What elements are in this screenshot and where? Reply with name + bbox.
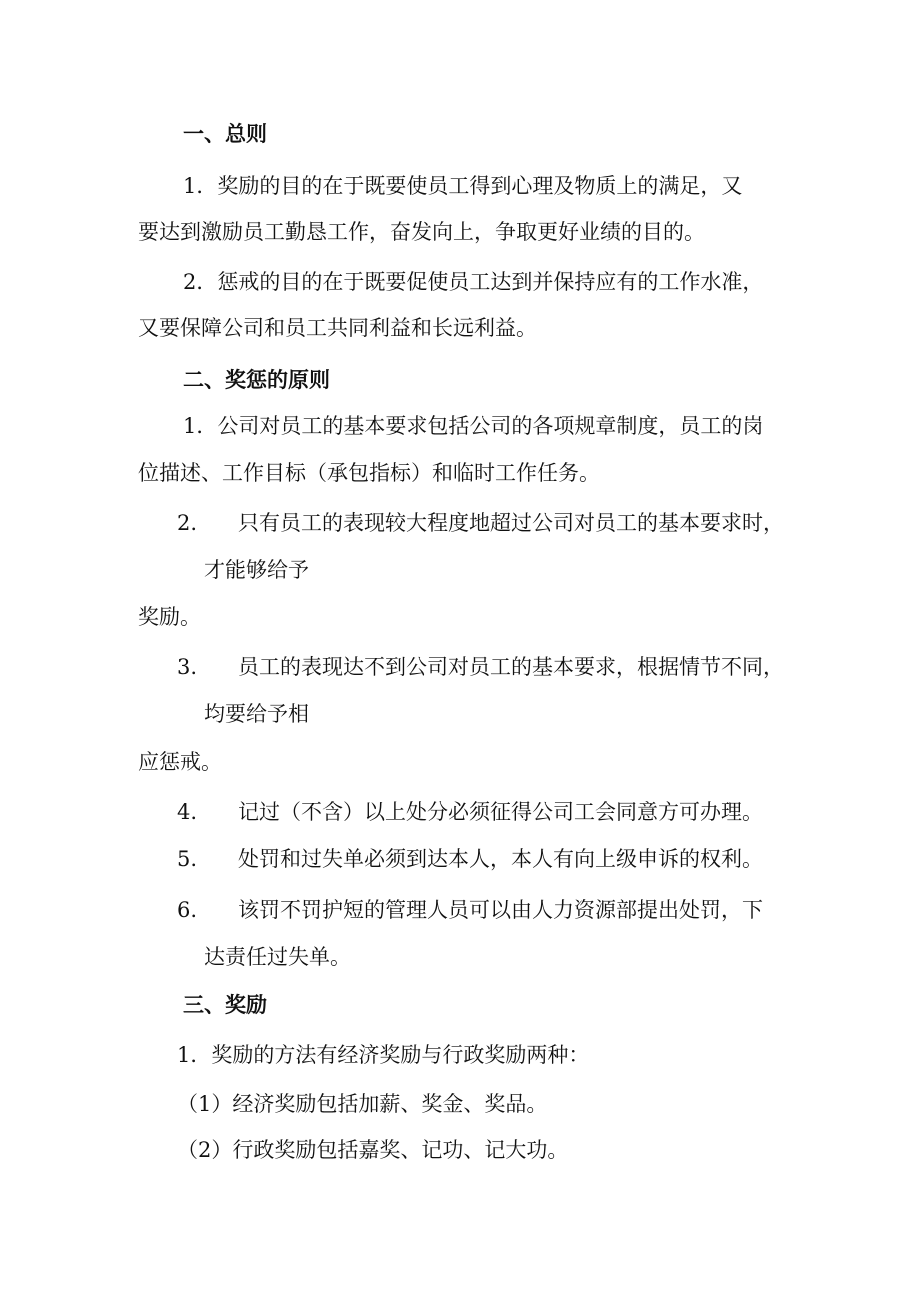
- paragraph-line: 只有员工的表现较大程度地超过公司对员工的基本要求时，: [238, 511, 784, 535]
- list-number: 5.: [177, 847, 198, 871]
- paragraph-line: 处罚和过失单必须到达本人，本人有向上级申诉的权利。: [238, 847, 763, 871]
- paragraph-line: 才能够给予: [204, 558, 309, 582]
- paragraph-line: 1．公司对员工的基本要求包括公司的各项规章制度，员工的岗: [183, 414, 764, 438]
- list-item: （1）经济奖励包括加薪、奖金、奖品。: [177, 1092, 548, 1116]
- paragraph-line: 员工的表现达不到公司对员工的基本要求，根据情节不同，: [238, 655, 784, 679]
- paragraph-line: 达责任过失单。: [204, 945, 351, 969]
- paragraph-line: 1．奖励的方法有经济奖励与行政奖励两种：: [177, 1043, 590, 1067]
- paragraph-line: 1．奖励的目的在于既要使员工得到心理及物质上的满足，又: [183, 174, 743, 198]
- list-number: 3.: [177, 655, 198, 679]
- paragraph-line: 应惩戒。: [138, 750, 222, 774]
- section-heading-principles: 二、奖惩的原则: [183, 368, 330, 392]
- paragraph-line: 奖励。: [138, 605, 201, 629]
- paragraph-line: 均要给予相: [204, 702, 309, 726]
- paragraph-line: 又要保障公司和员工共同利益和长远利益。: [138, 316, 537, 340]
- paragraph-line: 记过（不含）以上处分必须征得公司工会同意方可办理。: [238, 800, 763, 824]
- section-heading-rewards: 三、奖励: [183, 993, 267, 1017]
- list-number: 6.: [177, 898, 198, 922]
- list-item: （2）行政奖励包括嘉奖、记功、记大功。: [177, 1138, 569, 1162]
- paragraph-line: 2．惩戒的目的在于既要促使员工达到并保持应有的工作水准，: [183, 270, 764, 294]
- section-heading-general: 一、总则: [183, 122, 267, 146]
- paragraph-line: 位描述、工作目标（承包指标）和临时工作任务。: [138, 461, 600, 485]
- paragraph-line: 该罚不罚护短的管理人员可以由人力资源部提出处罚，下: [238, 898, 763, 922]
- list-number: 4.: [177, 800, 198, 824]
- list-number: 2.: [177, 511, 198, 535]
- paragraph-line: 要达到激励员工勤恳工作，奋发向上，争取更好业绩的目的。: [138, 220, 705, 244]
